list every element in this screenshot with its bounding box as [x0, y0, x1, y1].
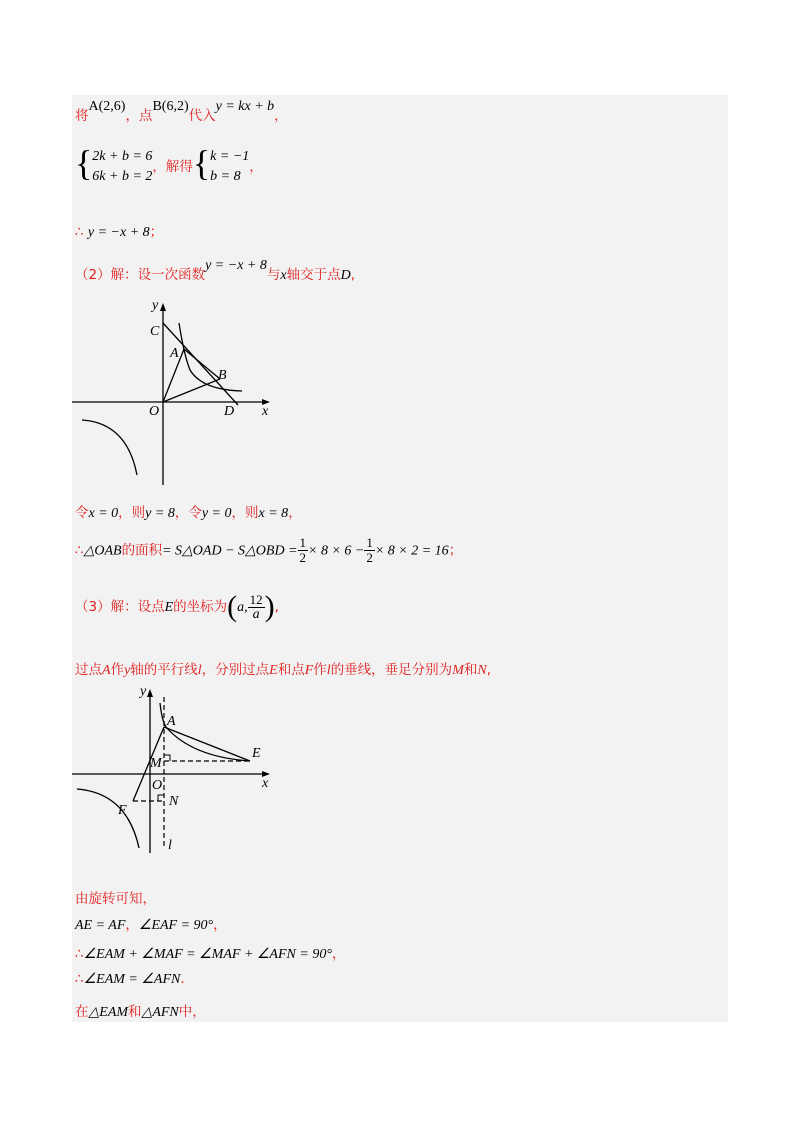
label-B: B	[218, 368, 227, 383]
label-M: M	[150, 756, 162, 771]
line-angle-sum: ∴∠EAM + ∠MAF = ∠MAF + ∠AFN = 90°，	[75, 946, 346, 962]
line-system: { 2k + b = 6 6k + b = 2 ，解得{ k = −1 b = 8 ，	[75, 143, 263, 184]
line-triangles: 在△EAM和△AFN中，	[75, 1004, 206, 1020]
line-rotation: 由旋转可知，	[75, 891, 156, 907]
line-part3-intro: （3）解：设点E的坐标为(a, $\frac{12}{a}$ ),	[75, 590, 279, 623]
label-x: x	[262, 404, 269, 419]
label-N: N	[169, 794, 179, 809]
label-D: D	[224, 404, 235, 419]
label-A: A	[170, 346, 179, 361]
line-area: ∴△OAB的面积= S△OAD − S△OBD = $\frac{1}{2}$ × 8 × 6 − $\frac{1}{2}$ × 8 × 2 = 16；	[75, 535, 463, 565]
line-intercepts: 令x = 0，则y = 8，令y = 0，则x = 8，	[75, 505, 302, 521]
line-result-linear: ∴ y = −x + 8；	[75, 224, 164, 240]
line-construction: 过点A作y轴的平行线l，分别过点E和点F作l的垂线，垂足分别为M和N,	[75, 662, 491, 678]
line-part2-intro: （2）解：设一次函数y = −x + 8与x轴交于点D,	[75, 258, 356, 283]
label-y: y	[152, 298, 159, 313]
label-F: F	[118, 803, 127, 818]
line-equal-sides: AE = AF，∠EAF = 90°，	[75, 917, 227, 933]
label-l: l	[168, 838, 172, 853]
figure-2-graph	[72, 683, 282, 858]
figure-1-graph	[72, 295, 282, 485]
line-substitute: 将A(2,6)，点B(6,2)代入y = kx + b，	[75, 99, 288, 124]
label-y: y	[140, 684, 147, 699]
label-A: A	[167, 714, 176, 729]
label-O: O	[152, 778, 163, 793]
label-E: E	[252, 746, 261, 761]
label-C: C	[150, 324, 160, 339]
line-angle-equal: ∴∠EAM = ∠AFN.	[75, 971, 185, 987]
label-x: x	[262, 776, 269, 791]
label-O: O	[149, 404, 160, 419]
